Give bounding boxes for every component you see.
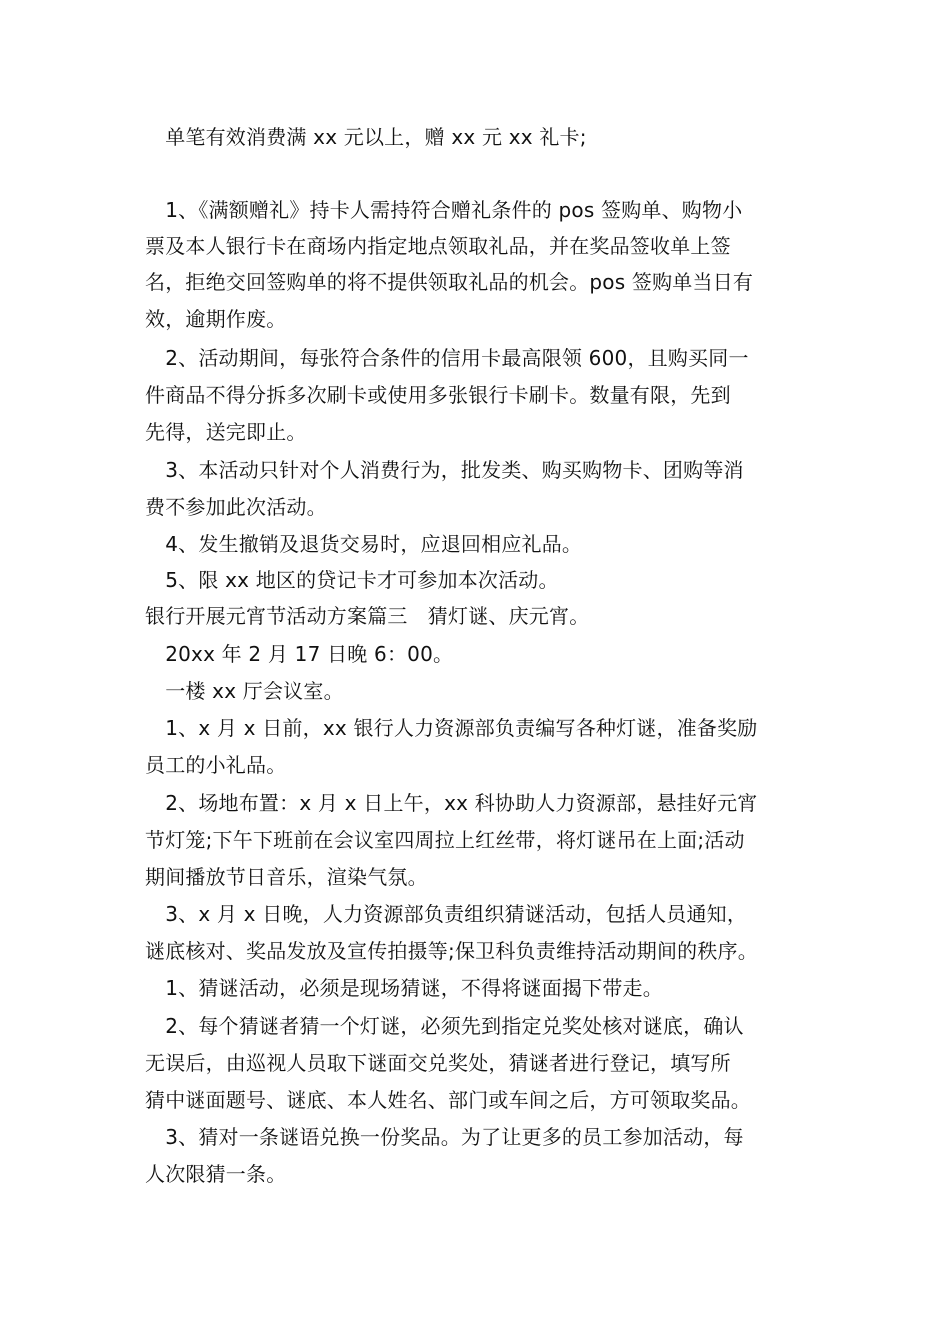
text-line: 1、《满额赠礼》持卡人需持符合赠礼条件的 pos 签购单、购物小: [145, 198, 743, 222]
text-line: 2、活动期间，每张符合条件的信用卡最高限领 600，且购买同一: [145, 346, 749, 370]
text-line: 1、猜谜活动，必须是现场猜谜，不得将谜面揭下带走。: [145, 976, 663, 1000]
text-line: 效，逾期作废。: [145, 307, 287, 331]
text-line: 单笔有效消费满 xx 元以上，赠 xx 元 xx 礼卡;: [145, 125, 587, 149]
text-line: 谜底核对、奖品发放及宣传拍摄等;保卫科负责维持活动期间的秩序。: [145, 939, 758, 963]
text-line: 员工的小礼品。: [145, 753, 287, 777]
text-line: 期间播放节日音乐，渲染气氛。: [145, 865, 428, 889]
text-line: 名，拒绝交回签购单的将不提供领取礼品的机会。pos 签购单当日有: [145, 270, 754, 294]
text-line: 3、本活动只针对个人消费行为，批发类、购买购物卡、团购等消: [145, 458, 744, 482]
text-line: 费不参加此次活动。: [145, 495, 327, 519]
text-line: 票及本人银行卡在商场内指定地点领取礼品，并在奖品签收单上签: [145, 234, 731, 258]
text-line: 猜中谜面题号、谜底、本人姓名、部门或车间之后，方可领取奖品。: [145, 1088, 751, 1112]
text-line: 节灯笼;下午下班前在会议室四周拉上红丝带，将灯谜吊在上面;活动: [145, 828, 745, 852]
text-line: 5、限 xx 地区的贷记卡才可参加本次活动。: [145, 568, 559, 592]
text-line: 2、每个猜谜者猜一个灯谜，必须先到指定兑奖处核对谜底，确认: [145, 1014, 744, 1038]
text-line: 4、发生撤销及退货交易时，应退回相应礼品。: [145, 532, 583, 556]
text-line: 件商品不得分拆多次刷卡或使用多张银行卡刷卡。数量有限，先到: [145, 383, 731, 407]
text-line: 20xx 年 2 月 17 日晚 6：00。: [145, 642, 454, 666]
section-heading: 银行开展元宵节活动方案篇三 猜灯谜、庆元宵。: [145, 604, 590, 628]
text-line: 1、x 月 x 日前，xx 银行人力资源部负责编写各种灯谜，准备奖励: [145, 716, 758, 740]
text-line: 人次限猜一条。: [145, 1162, 287, 1186]
text-line: 一楼 xx 厅会议室。: [145, 679, 344, 703]
text-line: 2、场地布置：x 月 x 日上午，xx 科协助人力资源部，悬挂好元宵: [145, 791, 758, 815]
text-line: 先得，送完即止。: [145, 420, 307, 444]
text-line: 无误后，由巡视人员取下谜面交兑奖处，猜谜者进行登记，填写所: [145, 1051, 731, 1075]
text-line: 3、猜对一条谜语兑换一份奖品。为了让更多的员工参加活动，每: [145, 1125, 744, 1149]
text-line: 3、x 月 x 日晚，人力资源部负责组织猜谜活动，包括人员通知，: [145, 902, 748, 926]
